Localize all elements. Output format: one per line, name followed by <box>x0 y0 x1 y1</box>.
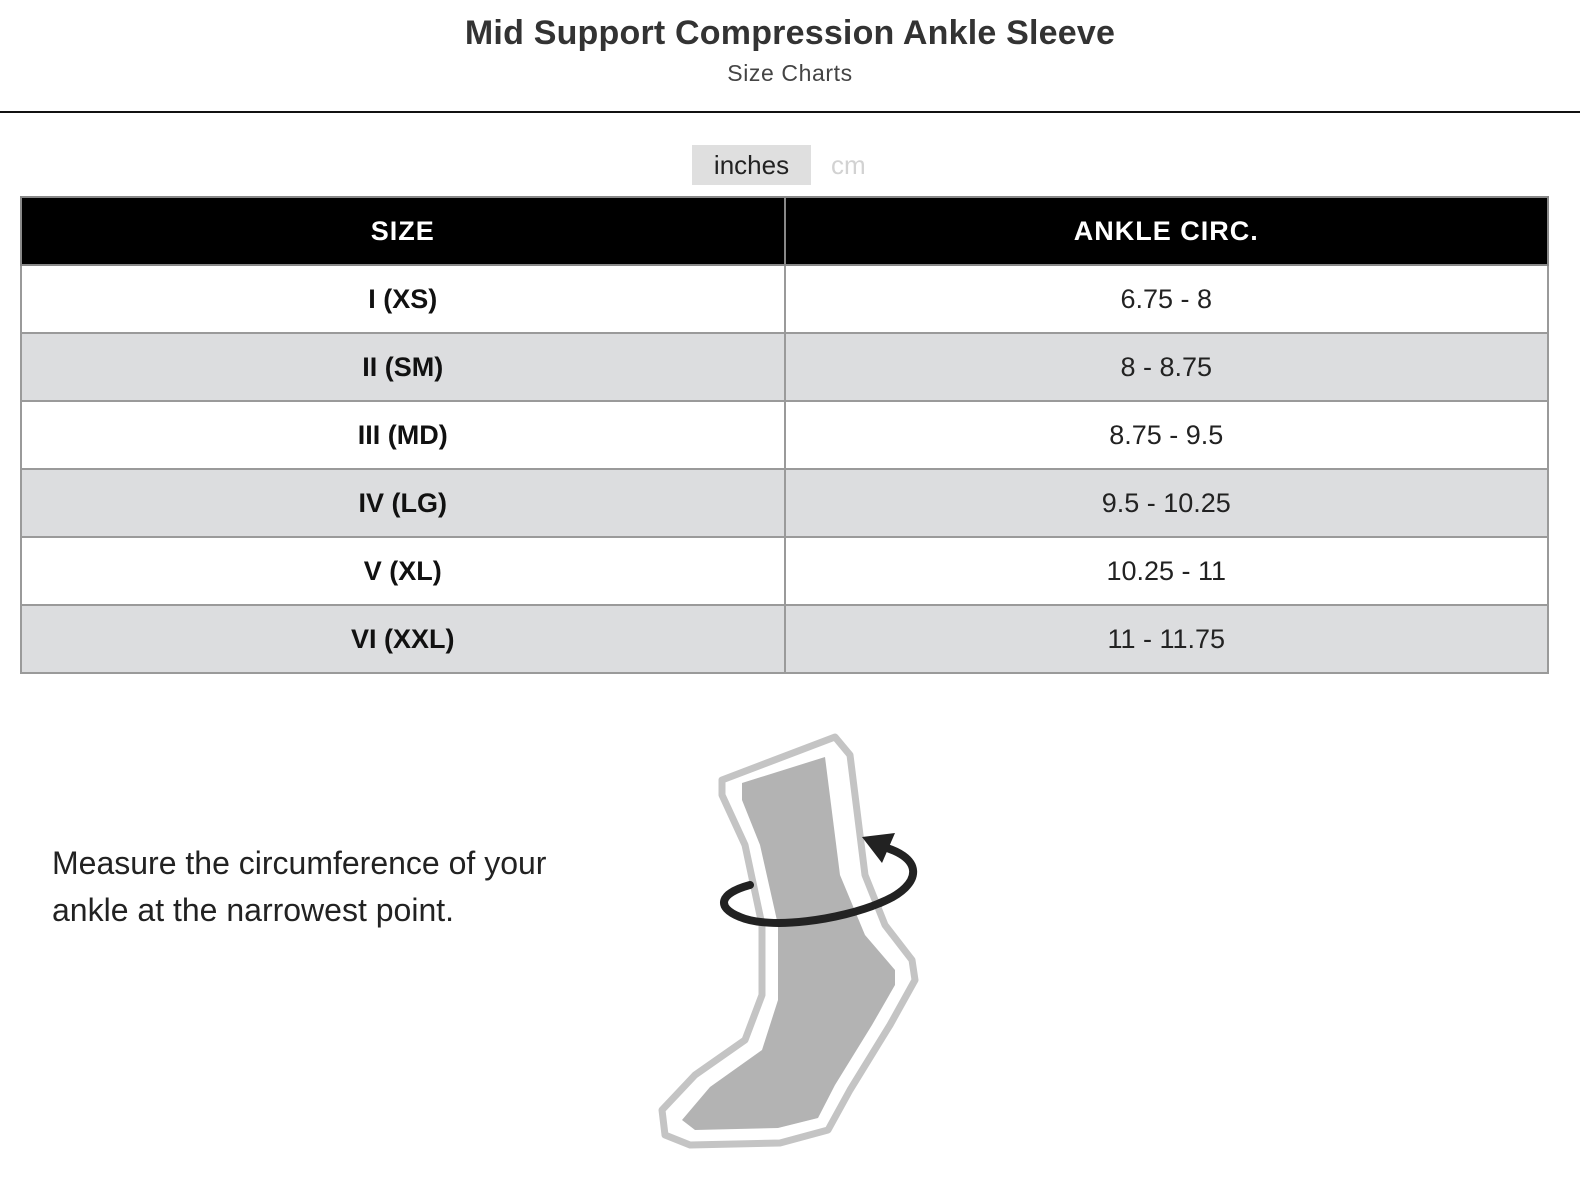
size-cell: IV (LG) <box>21 469 785 537</box>
ankle-circ-cell: 9.5 - 10.25 <box>785 469 1549 537</box>
ankle-circ-cell: 8 - 8.75 <box>785 333 1549 401</box>
table-row <box>21 333 1548 401</box>
size-cell: III (MD) <box>21 401 785 469</box>
instruction-line-1: Measure the circumference of your <box>52 845 547 881</box>
measure-instruction <box>52 840 612 934</box>
size-cell: I (XS) <box>21 265 785 333</box>
table-row <box>21 605 1548 673</box>
unit-option-inches[interactable]: inches <box>692 145 811 185</box>
ankle-circ-cell: 11 - 11.75 <box>785 605 1549 673</box>
page-title: Mid Support Compression Ankle Sleeve <box>464 14 1116 52</box>
table-header-row <box>21 197 1548 265</box>
size-table <box>20 196 1549 674</box>
size-cell: VI (XXL) <box>21 605 785 673</box>
page-header <box>0 0 1580 113</box>
unit-option-cm[interactable]: cm <box>831 150 866 180</box>
instruction-line-2: ankle at the narrowest point. <box>52 892 455 928</box>
ankle-sleeve-measure-icon <box>650 725 950 1155</box>
unit-toggle <box>692 145 886 185</box>
table-row <box>21 537 1548 605</box>
size-cell: V (XL) <box>21 537 785 605</box>
ankle-circ-cell: 8.75 - 9.5 <box>785 401 1549 469</box>
ankle-circ-cell: 10.25 - 11 <box>785 537 1549 605</box>
page-subtitle: Size Charts <box>727 60 853 86</box>
table-row <box>21 469 1548 537</box>
table-row <box>21 265 1548 333</box>
column-header-size: SIZE <box>21 197 785 265</box>
ankle-circ-cell: 6.75 - 8 <box>785 265 1549 333</box>
table-row <box>21 401 1548 469</box>
column-header-ankle-circ: ANKLE CIRC. <box>785 197 1549 265</box>
size-cell: II (SM) <box>21 333 785 401</box>
